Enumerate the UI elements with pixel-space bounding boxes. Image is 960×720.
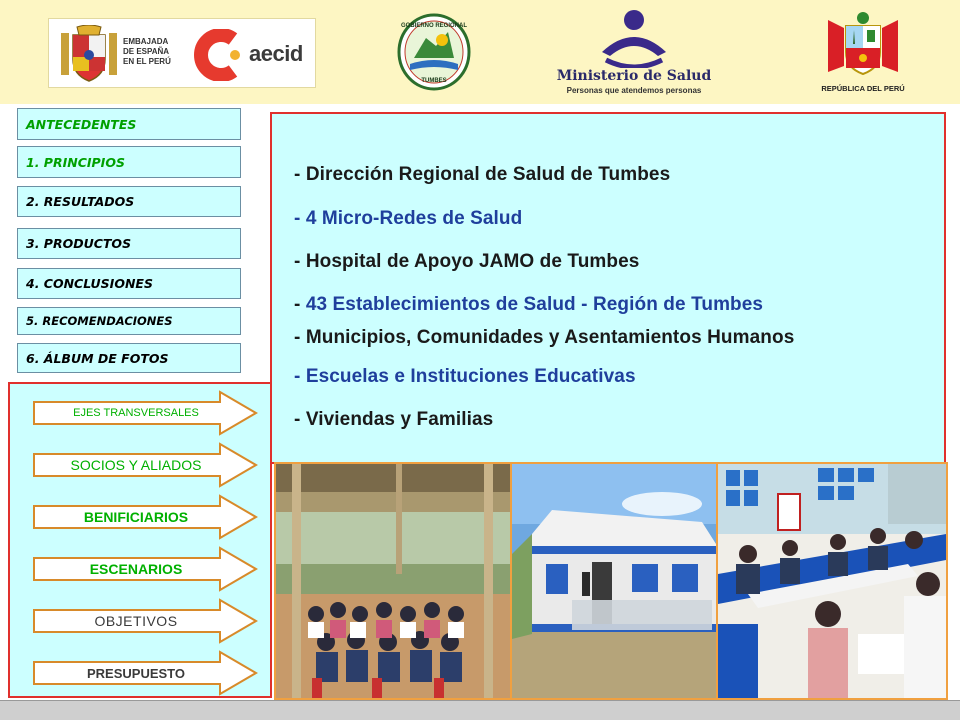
footer-bar [0,700,960,720]
menu-recomendaciones[interactable]: 5. RECOMENDACIONES [17,307,241,335]
content-item: - Dirección Regional de Salud de Tumbes [294,164,671,185]
content-item: - 4 Micro-Redes de Salud [294,208,523,229]
arrow-button-benificiarios[interactable] [30,494,260,540]
header-bar [0,0,960,104]
ministerio-de-salud-logo [552,8,716,96]
peru-coat-of-arms-icon [824,10,902,80]
aecid-c-icon [191,29,245,81]
embajada-text: EMBAJADA DE ESPAÑA EN EL PERÚ [123,37,171,66]
menu-productos[interactable]: 3. PRODUCTOS [17,228,241,259]
photo-outdoor-class [276,464,510,698]
menu-conclusiones[interactable]: 4. CONCLUSIONES [17,268,241,299]
arrow-label-objetivos: OBJETIVOS [94,613,178,629]
arrow-button-presupuesto[interactable] [30,650,260,696]
aecid-wordmark: aecid [249,41,303,66]
menu-album-de-fotos[interactable]: 6. ÁLBUM DE FOTOS [17,343,241,373]
content-item: - Escuelas e Instituciones Educativas [294,366,636,387]
arrow-button-escenarios[interactable] [30,546,260,592]
minsa-person-icon [596,8,672,68]
arrow-button-objetivos[interactable] [30,598,260,644]
content-item: - 43 Establecimientos de Salud - Región de Tumbes [294,294,764,315]
embajada-aecid-logo [48,18,316,88]
arrow-label-escenarios: ESCENARIOS [89,561,183,577]
arrow-label-socios-y-aliados: SOCIOS Y ALIADOS [70,457,202,473]
minsa-subtitle: Personas que atendemos personas [566,86,702,95]
peru-text: REPÚBLICA DEL PERÚ [821,84,905,93]
menu-resultados[interactable]: 2. RESULTADOS [17,186,241,217]
arrow-button-ejes-transversales[interactable] [30,390,260,436]
arrow-button-socios-y-aliados[interactable] [30,442,260,488]
arrow-label-benificiarios: BENIFICIARIOS [83,509,189,525]
gobierno-regional-tumbes-logo [396,12,472,92]
content-item: - Municipios, Comunidades y Asentamientos Humanos [294,327,795,348]
content-item: - Hospital de Apoyo JAMO de Tumbes [294,251,640,272]
photo-strip [274,462,948,700]
menu-principios[interactable]: 1. PRINCIPIOS [17,146,241,178]
side-navigation-box [8,382,272,698]
minsa-title: Ministerio de Salud [556,68,712,84]
menu-antecedentes[interactable]: ANTECEDENTES [17,108,241,140]
content-item: - Viviendas y Familias [294,409,494,430]
svg-text:GOBIERNO REGIONAL: GOBIERNO REGIONAL [400,23,468,29]
content-panel [270,112,946,464]
photo-meeting-room [718,464,946,698]
photo-health-post-building [512,464,716,698]
spain-coat-of-arms-icon [59,25,119,83]
svg-text:TUMBES: TUMBES [421,78,447,84]
republica-del-peru-logo [818,10,908,96]
arrow-label-presupuesto: PRESUPUESTO [86,665,185,681]
arrow-label-ejes-transversales: EJES TRANSVERSALES [73,407,199,419]
